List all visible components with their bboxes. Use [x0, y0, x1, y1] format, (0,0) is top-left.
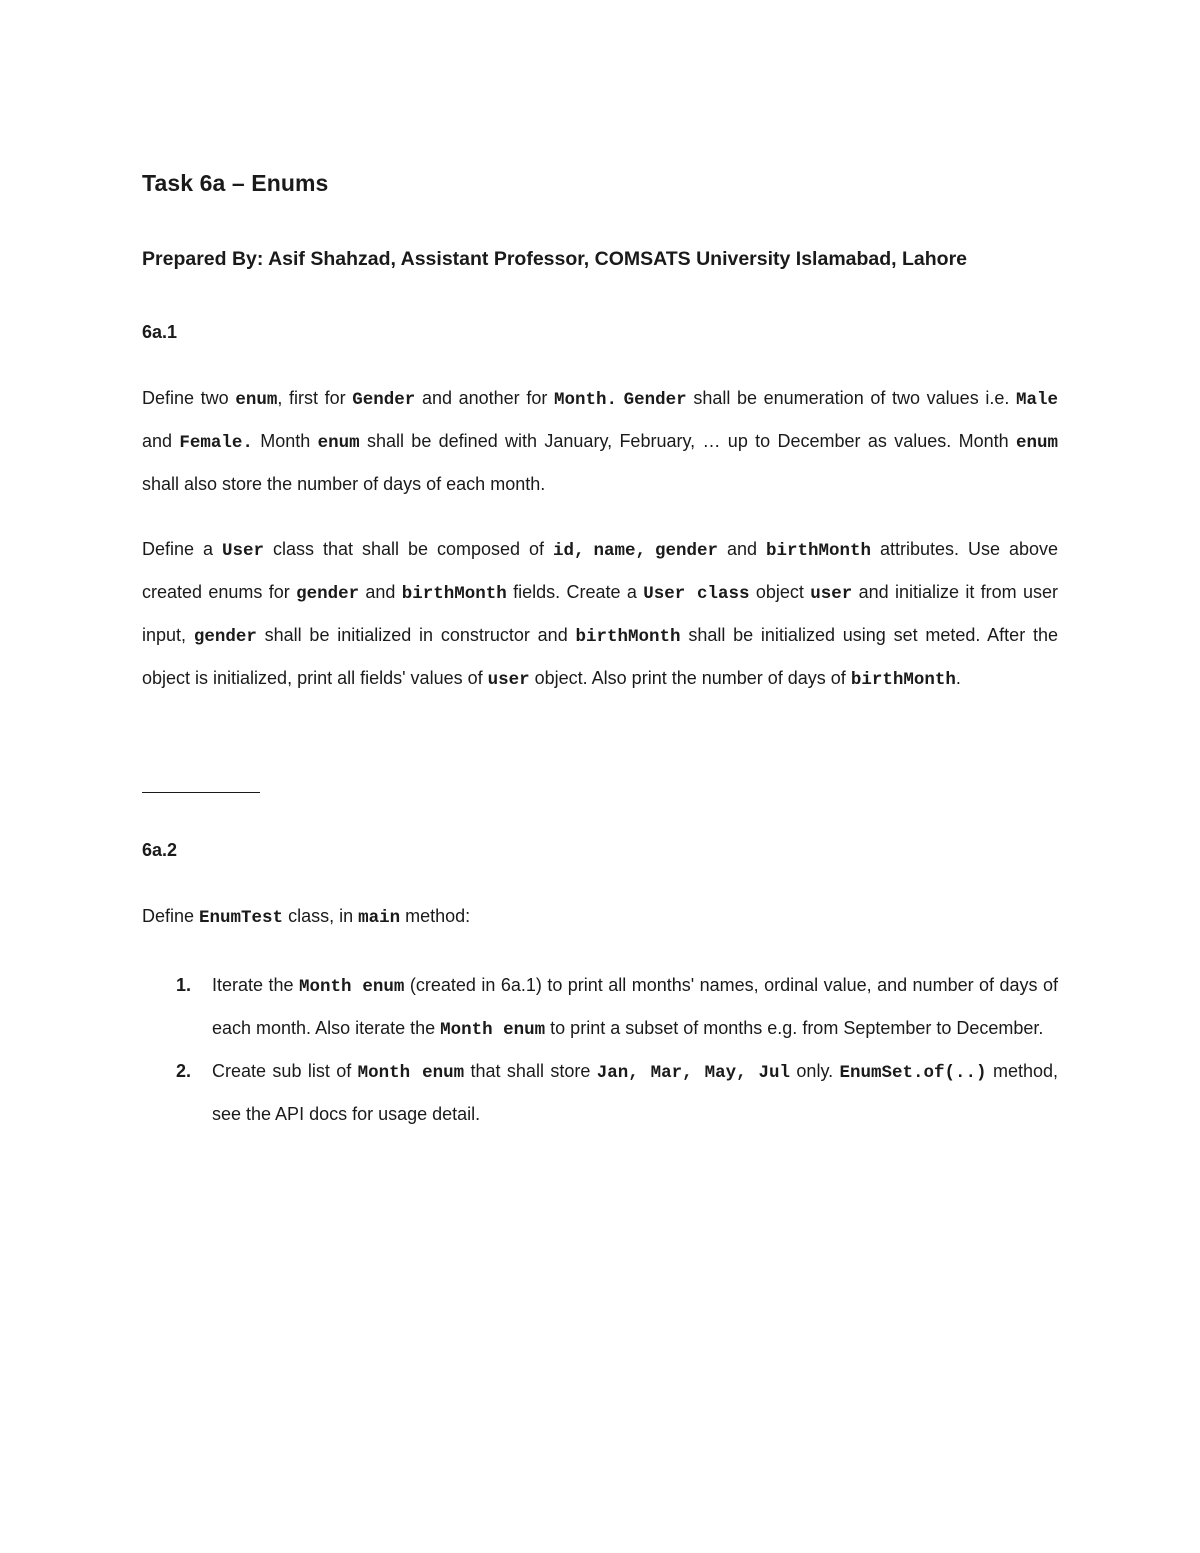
section2-intro: Define EnumTest class, in main method: [142, 906, 471, 928]
list-item: 1. Iterate the Month enum (created in 6a.1) to print all months' names, ordinal value, and number of days of each month. Also iterate the Month enum to print a subset of months e.g. from September to December. [142, 965, 1058, 1051]
code-enumset-of: EnumSet.of(..) [839, 1063, 987, 1083]
code-gender: Gender [623, 390, 687, 410]
code-name: name, [593, 541, 646, 561]
code-user-object: user [810, 584, 853, 604]
code-birthmonth: birthMonth [765, 541, 871, 561]
code-month-subset: Jan, Mar, May, Jul [596, 1063, 791, 1083]
code-id: id, [552, 541, 585, 561]
list-item: 2. Create sub list of Month enum that shall store Jan, Mar, May, Jul only. EnumSet.of(..) method, see the API docs for usage detail. [142, 1051, 1058, 1135]
code-birthmonth: birthMonth [850, 670, 956, 690]
list-item-number: 1. [176, 975, 192, 995]
code-gender: gender [193, 627, 257, 647]
section-heading-6a1: 6a.1 [142, 322, 178, 342]
code-female: Female. [179, 433, 253, 453]
section-divider [142, 792, 260, 793]
code-gender: gender [654, 541, 718, 561]
code-main: main [358, 908, 401, 928]
code-user-class: User class [643, 584, 750, 604]
code-gender: Gender [352, 390, 416, 410]
list-item-number: 2. [176, 1061, 192, 1081]
code-month-enum: Month enum [440, 1020, 546, 1040]
code-month: Month. [553, 390, 617, 410]
code-birthmonth: birthMonth [575, 627, 681, 647]
code-enum: enum [235, 390, 278, 410]
section-heading-6a2: 6a.2 [142, 840, 178, 860]
code-birthmonth: birthMonth [401, 584, 507, 604]
code-enum: enum [317, 433, 360, 453]
code-month-enum: Month enum [298, 977, 405, 997]
document-title: Task 6a – Enums [142, 170, 329, 196]
code-gender: gender [296, 584, 360, 604]
section1-paragraph-enums: Define two enum, first for Gender and another for Month. Gender shall be enumeration of two values i.e. Male and Female. Month enum shall be defined with January, February, … up to December as values. Month enum shall also store the number of days of each month. [142, 388, 1059, 494]
code-male: Male [1016, 390, 1059, 410]
prepared-by-line: Prepared By: Asif Shahzad, Assistant Professor, COMSATS University Islamabad, Lahore [142, 248, 968, 270]
task-list [142, 965, 1058, 1135]
code-month-enum: Month enum [357, 1063, 465, 1083]
code-user-object: user [487, 670, 530, 690]
code-enum: enum [1015, 433, 1058, 453]
code-enumtest: EnumTest [199, 908, 284, 928]
code-user: User [222, 541, 265, 561]
section1-paragraph-user-class: Define a User class that shall be composed of id, name, gender and birthMonth attributes. Use above created enums for gender and birthMonth fields. Create a User class object user and initialize it from user input, gender shall be initialized in constructor and birthMonth shall be initialized using set meted. After the object is initialized, print all fields' values of user object. Also print the number of days of birthMonth. [142, 539, 1058, 690]
